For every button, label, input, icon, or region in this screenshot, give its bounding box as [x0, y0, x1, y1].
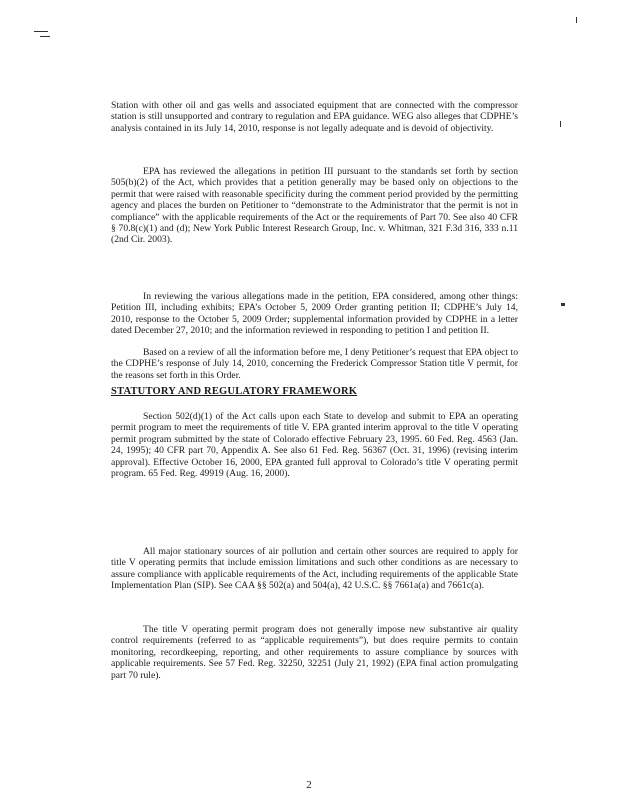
- paragraph-7: The title V operating permit program does not generally impose new substantive air quality control requirements (referred to as “applicable requirements”), but does require permits to contain monitoring, recordkeeping, reporting, and other requirements to assure compliance by sources with applicable requirements. See 57 Fed. Reg. 32250, 32251 (July 21, 1992) (EPA final action promulgating part 70 rule).: [111, 624, 518, 681]
- page-number: 2: [306, 779, 312, 791]
- paragraph-6: All major stationary sources of air pollution and certain other sources are required to apply for title V operating permits that include emission limitations and such other conditions as are necessary to assure compliance with applicable requirements of the Act, including requirements of the applicable State Implementation Plan (SIP). See CAA §§ 502(a) and 504(a), 42 U.S.C. §§ 7661a(a) and 7661c(a).: [111, 546, 518, 592]
- scan-mark: [560, 121, 561, 127]
- paragraph-2: EPA has reviewed the allegations in petition III pursuant to the standards set forth by section 505(b)(2) of the Act, which provides that a petition generally may be based only on objections to the permit that were raised with reasonable specificity during the comment period provided by the permitting agency and places the burden on Petitioner to “demonstrate to the Administrator that the permit is not in compliance” with the applicable requirements of the Act or the requirements of Part 70. See also 40 CFR § 70.8(c)(1) and (d); New York Public Interest Research Group, Inc. v. Whitman, 321 F.3d 316, 333 n.11 (2nd Cir. 2003).: [111, 166, 518, 246]
- paragraph-3: In reviewing the various allegations made in the petition, EPA considered, among other things: Petition III, including exhibits; EPA’s October 5, 2009 Order granting petition II; CDPHE’s July 14, 2010, response to the October 5, 2009 Order; supplemental information provided by CDPHE in a letter dated December 27, 2010; and the information reviewed in responding to petition I and petition II.: [111, 291, 518, 337]
- paragraph-1: Station with other oil and gas wells and associated equipment that are connected with the compressor station is still unsupported and contrary to regulation and EPA guidance. WEG also alleges that CDPHE’s analysis contained in its July 14, 2010, response is not legally adequate and is devoid of objectivity.: [111, 100, 518, 134]
- scan-mark: [576, 17, 577, 23]
- paragraph-5: Section 502(d)(1) of the Act calls upon each State to develop and submit to EPA an operating permit program to meet the requirements of title V. EPA granted interim approval to the title V operating permit program submitted by the state of Colorado effective February 23, 1995. 60 Fed. Reg. 4563 (Jan. 24, 1995); 40 CFR part 70, Appendix A. See also 61 Fed. Reg. 56367 (Oct. 31, 1996) (revising interim approval). Effective October 16, 2000, EPA granted full approval to Colorado’s title V operating permit program. 65 Fed. Reg. 49919 (Aug. 16, 2000).: [111, 411, 518, 480]
- scan-mark: [34, 31, 48, 32]
- scan-mark: [561, 303, 565, 306]
- paragraph-4: Based on a review of all the information before me, I deny Petitioner’s request that EPA object to the CDPHE’s response of July 14, 2010, concerning the Frederick Compressor Station title V permit, for the reasons set forth in this Order.: [111, 347, 518, 381]
- scan-mark: [40, 36, 50, 37]
- section-heading: STATUTORY AND REGULATORY FRAMEWORK: [111, 386, 358, 397]
